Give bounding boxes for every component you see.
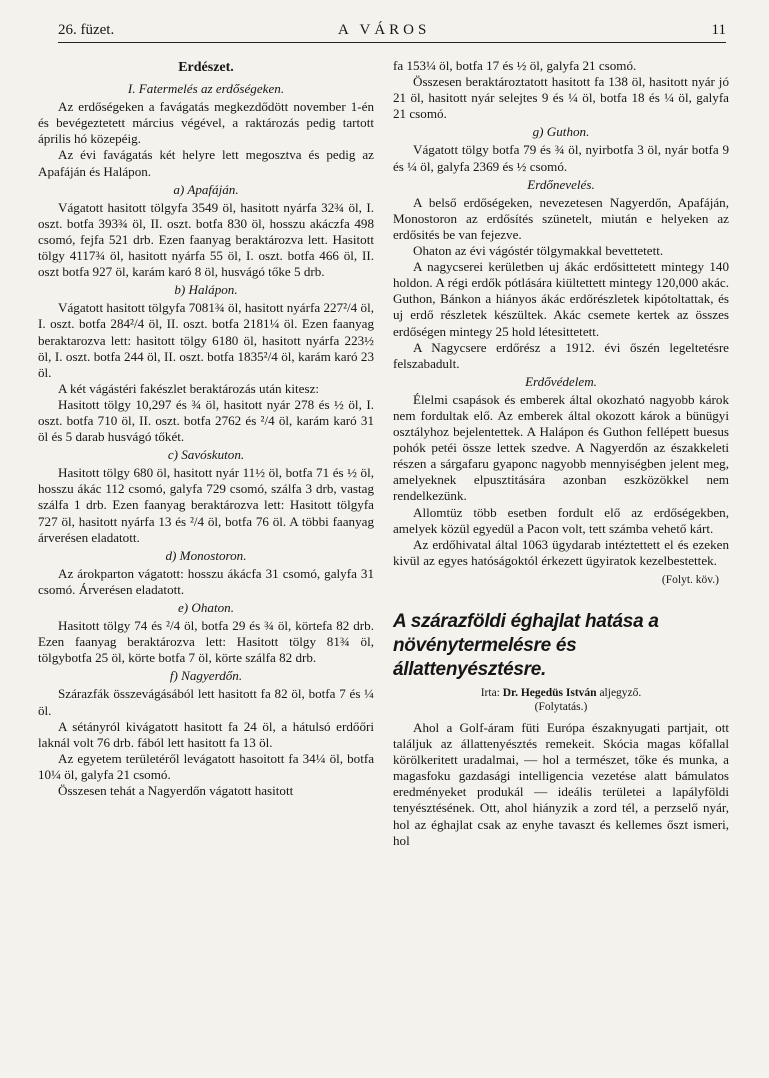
paragraph: Hasitott tölgy 680 öl, hasitott nyár 11½ öl, botfa 71 és ½ öl, hosszu ákác 112 csomó, galyfa 729 csomó, szálfa 3 drb, vastag szálfa 1 drb. Ezen faanyag beraktározva lett: Hasitott tölgyfa 727 öl, hasitott nyárfa 13 és ²/4 öl, botfa 76 öl. A többi faanyag árverésen eladatott. <box>38 465 374 545</box>
subheading-monostoron: d) Monostoron. <box>165 547 247 563</box>
paragraph: Az évi favágatás két helyre lett megosztva és pedig az Apafáján és Halápon. <box>38 147 374 179</box>
author-line <box>393 686 729 700</box>
subsection-fatermeles: I. Fatermelés az erdőségeken. <box>127 81 285 97</box>
paragraph: A Nagycsere erdőrész a 1912. évi őszén legeltetésre felszabadult. <box>393 339 729 371</box>
paragraph: Hasitott tölgy 10,297 és ¾ öl, hasitott nyár 278 és ½ öl, I. oszt. botfa 710 öl, II. oszt. botfa 2762 és ²/4 öl, karám karó 31 öl és 5 darab husvágó tőkét. <box>38 396 374 445</box>
page-header <box>58 20 726 43</box>
subheading-ohaton: e) Ohaton. <box>177 600 234 615</box>
paragraph: A két vágástéri fakészlet beraktározás után kitesz: <box>58 380 320 396</box>
section-title-erdeszet: Erdészet. <box>178 60 234 75</box>
paragraph: A nagycserei kerületben uj ákác erdősittetett mintegy 140 holdon. A régi erdők pótlására kiültettett mintegy 120,000 akác. Guthon, Bánkon a hiányos ákác erdőrészletek kipótoltattak, és uj erdő részletek készültek. Akác csemete kertek az összes erdőségen mintegy 25 hold létesittetett. <box>393 259 729 339</box>
page-number: 11 <box>711 22 726 38</box>
paragraph: Vágatott hasitott tölgyfa 3549 öl, hasitott nyárfa 32¾ öl, I. oszt. botfa 393¾ öl, II. oszt. botfa 830 öl, hosszu akáczfa 498 csomó, fejfa 521 drb. Ezen faanyag beraktározva lett. Hasitott tölgy 4117¾ öl, hasitott nyárfa 55 öl, I. oszt. botfa 466 öl, II. oszt botfa 927 öl, karám karó 8 öl, husvágó tőke 5 drb. <box>38 199 374 280</box>
subheading-guthon: g) Guthon. <box>532 124 590 140</box>
paragraph: Ohaton az évi vágóstér tölgymakkal bevettetett. <box>413 243 664 259</box>
continuation-label: (Folytatás.) <box>534 701 588 713</box>
paragraph: Allomtüz több esetben fordult elő az erdőségekben, amelyek közül egyedül a Pacon volt, tett számba vehető kárt. <box>393 504 729 536</box>
paragraph: Az erdőhivatal által 1063 ügydarab intéztettett el és ezeken kivül az egyes hatóságoktól érkezett ügyiratok kezelbestettek. <box>393 536 729 568</box>
paragraph: Ahol a Golf-áram füti Európa északnyugati partjait, ott találjuk az állattenyésztés remekeit. Skócia magas kőfallal körölkeritett uradalmai, — hol a természet, tőke és munka, a magasfoku gazdasági intelligencia vezetése alatt bámulatos eredményeket produkál — ideális területei a lapályföldi tenyésztésének. Ott, ahol hiányzik a zord tél, a perzselő nyár, hol az éghajlat csak az enyhe tavaszt és kellemes őszt ismeri, hol <box>393 720 729 848</box>
subheading-erdovedelem: Erdővédelem. <box>525 373 597 389</box>
paragraph: Élelmi csapások és emberek által okozható nagyobb károk nem fordultak elő. Az emberek által okozott károk a bünügyi osztályhoz bejelentettek. A Halápon és Guthon fellépett buesus pohók petéi össze lettek szedve. A Nagyerdőn az északkeleti részen a sárgafaru gyaponc nagyobb mennyiségben jelent meg, amelyeknek elpusztitására azonban eszközökkel nem rendelkezünk. <box>393 391 729 504</box>
issue-number: 26. füzet. <box>58 22 115 38</box>
subheading-erdoneveles: Erdőnevelés. <box>527 176 595 192</box>
subheading-apafajan: a) Apafáján. <box>173 181 239 197</box>
subheading-savoskuton: c) Savóskuton. <box>167 447 245 463</box>
author-prefix: Irta: <box>480 687 500 699</box>
subheading-nagyerdon: f) Nagyerdőn. <box>169 668 243 684</box>
paragraph: Összesen beraktároztatott hasitott fa 138 öl, hasitott nyár jó 21 öl, hasitott nyár selejtes 9 és ¼ öl, botfa 18 és ¼ öl, galyfa 21 csomó. <box>393 74 729 122</box>
author-name: Dr. Hegedüs István <box>502 687 597 699</box>
paragraph: Az erdőségeken a favágatás megkezdődött november 1-én és bevégeztetett március végével, a raktározás pedig tartott április hó közepéig. <box>38 99 374 147</box>
paragraph: Az árokparton vágatott: hosszu ákácfa 31 csomó, galyfa 31 csomó. Árverésen eladatott. <box>38 565 374 597</box>
subheading-halapon: b) Halápon. <box>174 282 238 298</box>
paragraph: Összesen tehát a Nagyerdőn vágatott hasitott <box>58 783 294 799</box>
right-column <box>393 58 729 849</box>
continued-note: (Folyt. köv.) <box>661 573 719 586</box>
paragraph: A belső erdőségeken, nevezetesen Nagyerdőn, Apafáján, Monostoron az erdősítés szünetelt, miután e helyeken az erdősités be van fejezve. <box>393 194 729 242</box>
article-title: A szárazföldi éghajlat hatása a növénytermelésre és állattenyésztésre. <box>393 611 659 680</box>
author-role: aljegyző. <box>599 687 642 699</box>
paragraph: Az egyetem területéről levágatott hasoitott fa 34¼ öl, botfa 10¼ öl, galyfa 21 csomó. <box>38 750 374 782</box>
paragraph: Vágatott tölgy botfa 79 és ¾ öl, nyirbotfa 3 öl, nyár botfa 9 és ¼ öl, galyfa 2369 és ½ csomó. <box>393 142 729 174</box>
journal-title: A VÁROS <box>338 22 431 38</box>
paragraph: A sétányról kivágatott hasitott fa 24 öl, a hátulsó erdőőri laknál volt 76 drb. fából lett hasitott fa 13 öl. <box>38 718 374 750</box>
paragraph: Hasitott tölgy 74 és ²/4 öl, botfa 29 és ¾ öl, körtefa 82 drb. Ezen faanyag beraktározva lett: Hasitott tölgy 81¾ öl, tölgybotfa 25 öl, körte botfa 7 öl, körte szálfa 82 drb. <box>38 618 374 666</box>
paragraph: Szárazfák összevágásából lett hasitott fa 82 öl, botfa 7 és ¼ öl. <box>38 686 374 718</box>
paragraph: Vágatott hasitott tölgyfa 7081¾ öl, hasitott nyárfa 227²/4 öl, I. oszt. botfa 284²/4 öl, II. oszt. botfa 2181¼ öl. Ezen faanyag beraktarozva lett: hasitott tölgy 6180 öl, hasitott nyárfa 223½ öl, I. oszt. botfa 244 öl, II. oszt. botfa 1835²/4 öl, karám karó 23 öl. <box>38 300 374 380</box>
paragraph-continued: fa 153¼ öl, botfa 17 és ½ öl, galyfa 21 csomó. <box>393 58 637 73</box>
left-column <box>38 58 374 799</box>
